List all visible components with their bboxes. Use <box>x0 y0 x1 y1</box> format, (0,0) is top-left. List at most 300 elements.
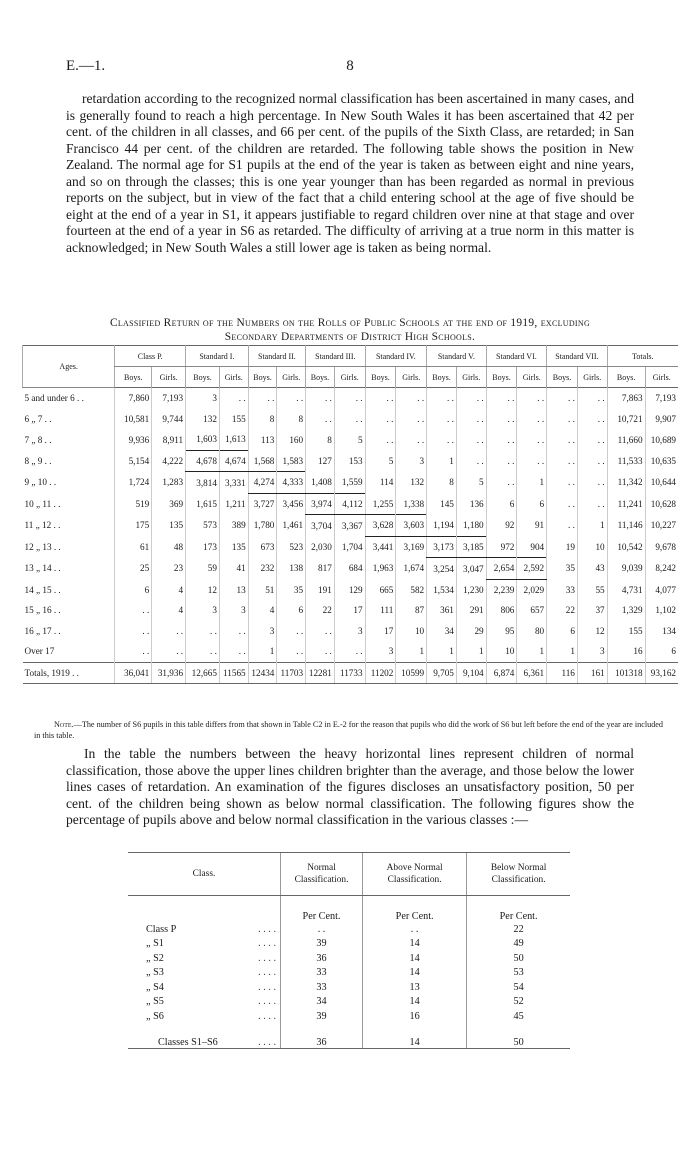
table-cell: 22 <box>547 600 578 621</box>
table-cell: 573 <box>186 515 220 537</box>
age-label: 11 „ 12 . . <box>24 520 61 531</box>
note-label: Note. <box>54 720 74 729</box>
table-cell: . . <box>334 388 365 409</box>
total-cell: 101318 <box>607 662 645 684</box>
table-cell: 13 <box>219 579 248 600</box>
girls-header: Girls. <box>334 367 365 388</box>
table-cell: 10,721 <box>607 409 645 430</box>
total-cell: 10599 <box>396 662 427 684</box>
table-cell: 1 <box>248 641 277 662</box>
table-cell: 3,169 <box>396 536 427 558</box>
below-value: 52 <box>467 995 570 1010</box>
class-label: „ S3 <box>146 967 164 979</box>
paragraph-retardation: retardation according to the recognized normal classification has been ascertained in many cases, and is generally found to reach a high percentage. In New South Wales it has been ascertained that 42 per cent. of the children in all classes, and 66 per cent. of the pupils of the Sixth Class, are retarded; in San Francisco 44 per cent. of the children are retarded. The following table shows the position in New Zealand. The normal age for S1 pupils at the end of the year is taken as between eight and nine years, and so on through the classes; this is one year younger than has been regarded as normal in previous reports on the subject, but in view of the fact that a child entering school at the age of five should be eight at the end of a year in S1, it appears justifiable to regard children over nine at that stage and over fourteen at the end of a year in S6 as retarded. The difficulty of arriving at a true norm in this matter is acknowledged; in New South Wales a still lower age is taken as being normal. <box>66 91 634 255</box>
table-cell: . . <box>396 388 427 409</box>
class-label: „ S6 <box>146 1010 164 1022</box>
girls-header: Girls. <box>152 367 186 388</box>
table-cell: . . <box>306 641 335 662</box>
per-cent-label: Per Cent. <box>281 896 363 923</box>
table-cell: 155 <box>219 409 248 430</box>
table-cell: 10,689 <box>645 429 678 450</box>
table-cell: 191 <box>306 579 335 600</box>
classified-return-table <box>22 345 678 684</box>
table-cell: 135 <box>152 515 186 537</box>
table-cell: 3 <box>248 621 277 642</box>
table-cell: . . <box>396 409 427 430</box>
table-cell: 7,193 <box>645 388 678 409</box>
table-cell: 9,678 <box>645 536 678 558</box>
table-cell: 16 <box>607 641 645 662</box>
table-cell: 3 <box>334 621 365 642</box>
class-header: Standard V. <box>427 346 486 367</box>
class-row <box>128 966 570 981</box>
boys-header: Boys. <box>248 367 277 388</box>
table-row <box>23 409 679 430</box>
age-label: 14 „ 15 . . <box>24 584 61 595</box>
table-cell: 92 <box>486 515 517 537</box>
page-number: 8 <box>346 58 354 74</box>
table-cell: 3,185 <box>456 536 486 558</box>
table-cell: 3 <box>186 600 220 621</box>
table-cell: . . <box>577 429 607 450</box>
table-cell: . . <box>547 409 578 430</box>
table-cell: 19 <box>547 536 578 558</box>
table-row <box>23 536 679 558</box>
table1-title-line2: Secondary Departments of District High Schools. <box>224 331 476 343</box>
table2-body <box>128 896 570 1049</box>
table-cell: 1,102 <box>645 600 678 621</box>
class-header: Standard II. <box>248 346 305 367</box>
class-row <box>128 995 570 1010</box>
leader-dots: . . . . <box>258 981 276 993</box>
normal-value: 33 <box>281 980 363 995</box>
table-cell: 4,112 <box>334 493 365 515</box>
table-cell: 3 <box>365 641 396 662</box>
table-cell: 972 <box>486 536 517 558</box>
total-cell: 11202 <box>365 662 396 684</box>
girls-header: Girls. <box>277 367 306 388</box>
total-cell: 12,665 <box>186 662 220 684</box>
table-cell: 4,274 <box>248 472 277 494</box>
table-cell: . . <box>248 388 277 409</box>
class-row <box>128 1009 570 1024</box>
table-cell: 6 <box>486 493 517 515</box>
table-cell: 3 <box>219 600 248 621</box>
table-row <box>23 558 679 580</box>
table-cell: 129 <box>334 579 365 600</box>
table-cell: 8 <box>306 429 335 450</box>
total-cell: 6,874 <box>486 662 517 684</box>
table-cell: 1,963 <box>365 558 396 580</box>
table-row <box>23 450 679 472</box>
above-value: 14 <box>363 995 467 1010</box>
table-cell: . . <box>115 621 152 642</box>
table-cell: 127 <box>306 450 335 472</box>
class-label: Class P <box>146 923 177 935</box>
table-cell: 153 <box>334 450 365 472</box>
table-cell: 3,254 <box>427 558 457 580</box>
table-row <box>23 621 679 642</box>
class-header: Class P. <box>115 346 186 367</box>
normal-value: 33 <box>281 966 363 981</box>
page-header <box>66 58 634 78</box>
table-cell: 2,030 <box>306 536 335 558</box>
class-header: Standard I. <box>186 346 249 367</box>
total-cell: 161 <box>577 662 607 684</box>
table-cell: 1,230 <box>456 579 486 600</box>
table-cell: 665 <box>365 579 396 600</box>
table-cell: 1 <box>517 641 547 662</box>
table-cell: 1,534 <box>427 579 457 600</box>
table-cell: 3 <box>577 641 607 662</box>
table-cell: 3,173 <box>427 536 457 558</box>
table1-title-line1: Classified Return of the Numbers on the Rolls of Public Schools at the end of 1919, excluding <box>109 317 591 329</box>
boys-header: Boys. <box>365 367 396 388</box>
table-cell: 1,613 <box>219 429 248 450</box>
table-cell: 5 <box>456 472 486 494</box>
table-cell: 3,367 <box>334 515 365 537</box>
table-cell: 155 <box>607 621 645 642</box>
normal-value: 36 <box>281 951 363 966</box>
class-header: Standard III. <box>306 346 365 367</box>
table-cell: 10,628 <box>645 493 678 515</box>
above-value: . . <box>363 922 467 937</box>
table-cell: 8 <box>427 472 457 494</box>
table-cell: 11,241 <box>607 493 645 515</box>
table-cell: . . <box>547 472 578 494</box>
table-cell: 6 <box>115 579 152 600</box>
table-cell: 11,146 <box>607 515 645 537</box>
totals-row <box>23 662 679 684</box>
below-value: 22 <box>467 922 570 937</box>
total-cell: 6,361 <box>517 662 547 684</box>
table-cell: . . <box>456 388 486 409</box>
table-cell: 1 <box>396 641 427 662</box>
table-cell: 232 <box>248 558 277 580</box>
table-cell: 37 <box>577 600 607 621</box>
table-cell: . . <box>306 388 335 409</box>
table-cell: 2,239 <box>486 579 517 600</box>
table-cell: . . <box>456 429 486 450</box>
table-cell: 173 <box>186 536 220 558</box>
age-label: 5 and under 6 . . <box>24 393 84 404</box>
class-row <box>128 937 570 952</box>
table-cell: 5 <box>365 450 396 472</box>
table-cell: 6 <box>277 600 306 621</box>
table-cell: 33 <box>547 579 578 600</box>
table-cell: 817 <box>306 558 335 580</box>
boys-header: Boys. <box>427 367 457 388</box>
table-cell: 138 <box>277 558 306 580</box>
class-label: Classes S1–S6 <box>158 1036 218 1048</box>
table-cell: 3,441 <box>365 536 396 558</box>
table-cell: 12 <box>577 621 607 642</box>
table-cell: 8 <box>248 409 277 430</box>
totals-label: Totals, 1919 . . <box>23 662 115 684</box>
table-cell: . . <box>456 409 486 430</box>
table-cell: 43 <box>577 558 607 580</box>
table-cell: 3,814 <box>186 472 220 494</box>
table-cell: . . <box>547 429 578 450</box>
table-cell: 9,936 <box>115 429 152 450</box>
total-cell: 9,104 <box>456 662 486 684</box>
above-column-header: Above Normal Classification. <box>363 853 467 896</box>
class-label: „ S4 <box>146 981 164 993</box>
summary-row <box>128 1024 570 1049</box>
table-cell: . . <box>486 409 517 430</box>
class-row <box>128 951 570 966</box>
table-cell: 12 <box>186 579 220 600</box>
table-row <box>23 579 679 600</box>
table-cell: . . <box>456 450 486 472</box>
table-cell: 673 <box>248 536 277 558</box>
above-value: 14 <box>363 951 467 966</box>
table-cell: . . <box>486 388 517 409</box>
table-cell: 1,461 <box>277 515 306 537</box>
table-cell: . . <box>517 450 547 472</box>
leader-dots: . . . . <box>258 1036 276 1048</box>
table-cell: 904 <box>517 536 547 558</box>
table-cell: 1 <box>577 515 607 537</box>
normal-value: 34 <box>281 995 363 1010</box>
table-cell: . . <box>486 429 517 450</box>
table-cell: 1,180 <box>456 515 486 537</box>
table-cell: 1,283 <box>152 472 186 494</box>
class-header: Totals. <box>607 346 678 367</box>
table-cell: 1 <box>427 641 457 662</box>
age-label: 15 „ 16 . . <box>24 605 61 616</box>
table-cell: . . <box>277 641 306 662</box>
table-cell: . . <box>577 388 607 409</box>
table-cell: 10 <box>486 641 517 662</box>
table-cell: 7,193 <box>152 388 186 409</box>
table-cell: 389 <box>219 515 248 537</box>
paragraph-heavy-lines: In the table the numbers between the heavy horizontal lines represent children of normal classification, those above the upper lines children brighter than the average, and those below the lower lines cases of retardation. An examination of the figures discloses an unsatisfactory position, 50 per cent. of the children being shown as below normal classification. The following figures show the percentage of pupils above and below normal classification in the various classes :— <box>66 746 634 827</box>
leader-dots: . . . . <box>258 996 276 1008</box>
table-cell: . . <box>334 409 365 430</box>
table-cell: 10,635 <box>645 450 678 472</box>
table-cell: 61 <box>115 536 152 558</box>
table-cell: 1,615 <box>186 493 220 515</box>
table-cell: . . <box>547 493 578 515</box>
table-cell: . . <box>486 450 517 472</box>
table-cell: 4,731 <box>607 579 645 600</box>
table-cell: . . <box>306 621 335 642</box>
table-cell: 136 <box>456 493 486 515</box>
above-value: 14 <box>363 937 467 952</box>
table-cell: 9,744 <box>152 409 186 430</box>
table-cell: 8,242 <box>645 558 678 580</box>
table-cell: 1,338 <box>396 493 427 515</box>
table-cell: 2,592 <box>517 558 547 580</box>
table-cell: 87 <box>396 600 427 621</box>
below-value: 50 <box>467 1024 570 1049</box>
class-header: Standard VII. <box>547 346 608 367</box>
table-cell: 111 <box>365 600 396 621</box>
normal-value: 39 <box>281 937 363 952</box>
table-cell: 5 <box>334 429 365 450</box>
table-cell: . . <box>577 450 607 472</box>
below-value: 54 <box>467 980 570 995</box>
table-cell: 10,227 <box>645 515 678 537</box>
table-cell: . . <box>547 515 578 537</box>
table-cell: . . <box>365 409 396 430</box>
table-cell: 806 <box>486 600 517 621</box>
boys-header: Boys. <box>486 367 517 388</box>
report-code: E.—1. <box>66 58 106 74</box>
table-cell: 7,860 <box>115 388 152 409</box>
table-cell: 1,194 <box>427 515 457 537</box>
table-cell: 175 <box>115 515 152 537</box>
girls-header: Girls. <box>396 367 427 388</box>
table-cell: . . <box>427 388 457 409</box>
age-label: 12 „ 13 . . <box>24 541 61 552</box>
table-cell: 3,047 <box>456 558 486 580</box>
total-cell: 12281 <box>306 662 335 684</box>
table-cell: 2,654 <box>486 558 517 580</box>
table-cell: 80 <box>517 621 547 642</box>
table-cell: 17 <box>365 621 396 642</box>
table-cell: 1 <box>456 641 486 662</box>
table-cell: 291 <box>456 600 486 621</box>
table-cell: . . <box>547 388 578 409</box>
table-cell: 113 <box>248 429 277 450</box>
above-value: 16 <box>363 1009 467 1024</box>
table-cell: 1,559 <box>334 472 365 494</box>
below-value: 53 <box>467 966 570 981</box>
table-cell: 17 <box>334 600 365 621</box>
table-row <box>23 388 679 409</box>
table-cell: . . <box>547 450 578 472</box>
table-cell: 3,456 <box>277 493 306 515</box>
boys-header: Boys. <box>306 367 335 388</box>
table-cell: 4,222 <box>152 450 186 472</box>
table-cell: 91 <box>517 515 547 537</box>
table-cell: 684 <box>334 558 365 580</box>
total-cell: 11703 <box>277 662 306 684</box>
table-cell: 25 <box>115 558 152 580</box>
table-cell: 10,581 <box>115 409 152 430</box>
class-label: „ S5 <box>146 996 164 1008</box>
table-cell: 1,408 <box>306 472 335 494</box>
boys-header: Boys. <box>547 367 578 388</box>
table-cell: . . <box>186 621 220 642</box>
table-cell: . . <box>334 641 365 662</box>
table-cell: . . <box>517 429 547 450</box>
age-label: Over 17 <box>24 646 55 657</box>
total-cell: 11565 <box>219 662 248 684</box>
table-cell: 35 <box>277 579 306 600</box>
table-cell: 1,780 <box>248 515 277 537</box>
table-cell: 23 <box>152 558 186 580</box>
table-cell: 3,974 <box>306 493 335 515</box>
table-cell: 3,603 <box>396 515 427 537</box>
table-cell: . . <box>277 621 306 642</box>
normal-value: . . <box>281 922 363 937</box>
table-cell: 1,724 <box>115 472 152 494</box>
table-cell: 41 <box>219 558 248 580</box>
boys-girls-header-row <box>23 367 679 388</box>
class-label: „ S1 <box>146 938 164 950</box>
table-cell: 3,331 <box>219 472 248 494</box>
table-cell: 1,211 <box>219 493 248 515</box>
table-cell: 9,907 <box>645 409 678 430</box>
table-cell: 1,583 <box>277 450 306 472</box>
table-cell: 4,333 <box>277 472 306 494</box>
table-cell: 134 <box>645 621 678 642</box>
table-cell: 35 <box>547 558 578 580</box>
class-row <box>128 980 570 995</box>
girls-header: Girls. <box>456 367 486 388</box>
girls-header: Girls. <box>577 367 607 388</box>
ages-header: Ages. <box>23 346 115 388</box>
table-cell: 11,660 <box>607 429 645 450</box>
table-cell: 11,342 <box>607 472 645 494</box>
table-cell: 3 <box>396 450 427 472</box>
age-label: 8 „ 9 . . <box>24 455 52 466</box>
table-cell: . . <box>577 472 607 494</box>
table-cell: 1 <box>427 450 457 472</box>
table-cell: . . <box>396 429 427 450</box>
table-cell: 10,644 <box>645 472 678 494</box>
table-row <box>23 429 679 450</box>
age-label: 7 „ 8 . . <box>24 434 52 445</box>
table-cell: 8 <box>277 409 306 430</box>
table-cell: . . <box>277 388 306 409</box>
table-cell: 10 <box>577 536 607 558</box>
table-cell: 1,329 <box>607 600 645 621</box>
total-cell: 116 <box>547 662 578 684</box>
table-cell: 4,678 <box>186 450 220 472</box>
table-cell: . . <box>517 388 547 409</box>
note-text: —The number of S6 pupils in this table differs from that shown in Table C2 in E.-2 for the reason that pupils who did the work of S6 but left before the end of the year are included in this table. <box>34 720 664 740</box>
table-cell: 3,628 <box>365 515 396 537</box>
table-cell: 4,674 <box>219 450 248 472</box>
table-cell: 4 <box>152 579 186 600</box>
table-cell: 10,542 <box>607 536 645 558</box>
table-cell: 1,568 <box>248 450 277 472</box>
table-cell: 3,727 <box>248 493 277 515</box>
total-cell: 36,041 <box>115 662 152 684</box>
table-cell: 145 <box>427 493 457 515</box>
table-cell: . . <box>306 409 335 430</box>
table-cell: 1,255 <box>365 493 396 515</box>
table-cell: . . <box>577 409 607 430</box>
table-cell: 11,533 <box>607 450 645 472</box>
table-row <box>23 600 679 621</box>
table-cell: 2,029 <box>517 579 547 600</box>
above-value: 14 <box>363 1024 467 1049</box>
table-cell: 59 <box>186 558 220 580</box>
table-cell: . . <box>219 621 248 642</box>
above-value: 13 <box>363 980 467 995</box>
table-cell: 29 <box>456 621 486 642</box>
table-cell: 9,039 <box>607 558 645 580</box>
table-row <box>23 515 679 537</box>
table-cell: 4 <box>248 600 277 621</box>
below-value: 50 <box>467 951 570 966</box>
table-cell: . . <box>427 409 457 430</box>
table-cell: . . <box>152 641 186 662</box>
table-cell: 135 <box>219 536 248 558</box>
below-value: 45 <box>467 1009 570 1024</box>
total-cell: 11733 <box>334 662 365 684</box>
table-cell: . . <box>186 641 220 662</box>
table-cell: 369 <box>152 493 186 515</box>
girls-header: Girls. <box>219 367 248 388</box>
table-cell: 657 <box>517 600 547 621</box>
table-cell: 7,863 <box>607 388 645 409</box>
